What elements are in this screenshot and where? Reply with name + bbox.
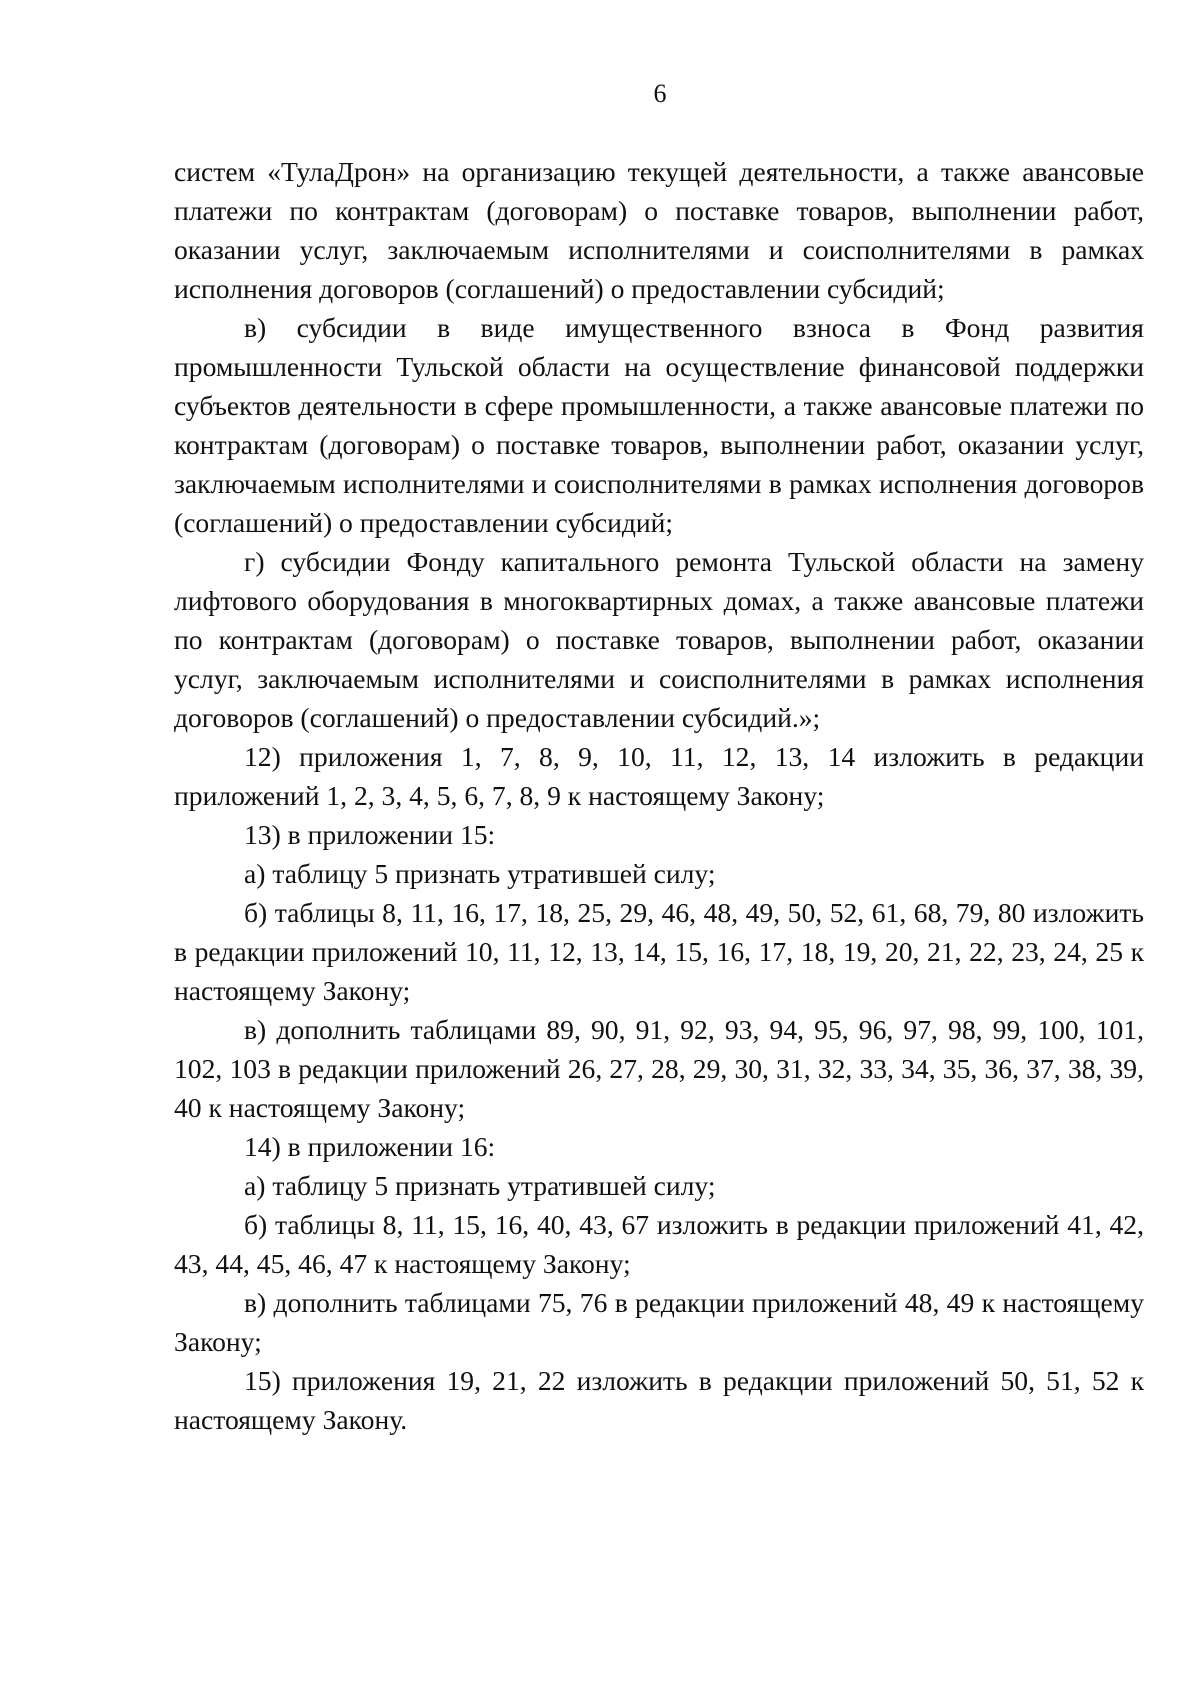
paragraph-item-14-a: а) таблицу 5 признать утратившей силу; — [244, 1170, 716, 1201]
paragraph-item-13: 13) в приложении 15: — [244, 819, 496, 850]
paragraph-item-14: 14) в приложении 16: — [244, 1131, 496, 1162]
paragraph-item-g-capital-repair-fund: г) субсидии Фонду капитального ремонта Тульской области на замену лифтового оборудования в многоквартирных домах, а также авансовые платежи по контрактам (договорам) о поставке товаров, выполнении работ, оказании услуг, заключаемым исполнителями и соисполнителями в рамках исполнения договоров (соглашений) о предоставлении субсидий.»; — [174, 546, 1144, 733]
paragraph-item-12: 12) приложения 1, 7, 8, 9, 10, 11, 12, 13, 14 изложить в редакции приложений 1, 2, 3, 4, 5, 6, 7, 8, 9 к настоящему Закону; — [174, 741, 1144, 811]
paragraph-item-13-b: б) таблицы 8, 11, 16, 17, 18, 25, 29, 46, 48, 49, 50, 52, 61, 68, 79, 80 изложить в редакции приложений 10, 11, 12, 13, 14, 15, 16, 17, 18, 19, 20, 21, 22, 23, 24, 25 к настоящему Закону; — [174, 897, 1144, 1006]
paragraph-continuation: систем «ТулаДрон» на организацию текущей деятельности, а также авансовые платежи по контрактам (договорам) о поставке товаров, выполнении работ, оказании услуг, заключаемым исполнителями и соисполнителями в рамках исполнения договоров (соглашений) о предоставлении субсидий; — [174, 156, 1144, 304]
paragraph-item-13-a: а) таблицу 5 признать утратившей силу; — [244, 858, 716, 889]
paragraph-item-13-v: в) дополнить таблицами 89, 90, 91, 92, 93, 94, 95, 96, 97, 98, 99, 100, 101, 102, 103 в редакции приложений 26, 27, 28, 29, 30, 31, 32, 33, 34, 35, 36, 37, 38, 39, 40 к настоящему Закону; — [174, 1014, 1144, 1123]
page-number: 6 — [653, 79, 667, 108]
paragraph-item-v-industry-fund: в) субсидии в виде имущественного взноса в Фонд развития промышленности Тульской области на осуществление финансовой поддержки субъектов деятельности в сфере промышленности, а также авансовые платежи по контрактам (договорам) о поставке товаров, выполнении работ, оказании услуг, заключаемым исполнителями и соисполнителями в рамках исполнения договоров (соглашений) о предоставлении субсидий; — [174, 312, 1144, 538]
paragraph-item-14-v: в) дополнить таблицами 75, 76 в редакции приложений 48, 49 к настоящему Закону; — [174, 1287, 1144, 1357]
paragraph-item-14-b: б) таблицы 8, 11, 15, 16, 40, 43, 67 изложить в редакции приложений 41, 42, 43, 44, 45, 46, 47 к настоящему Закону; — [174, 1209, 1144, 1279]
paragraph-item-15: 15) приложения 19, 21, 22 изложить в редакции приложений 50, 51, 52 к настоящему Закону. — [174, 1365, 1144, 1435]
document-body — [174, 152, 1144, 1439]
